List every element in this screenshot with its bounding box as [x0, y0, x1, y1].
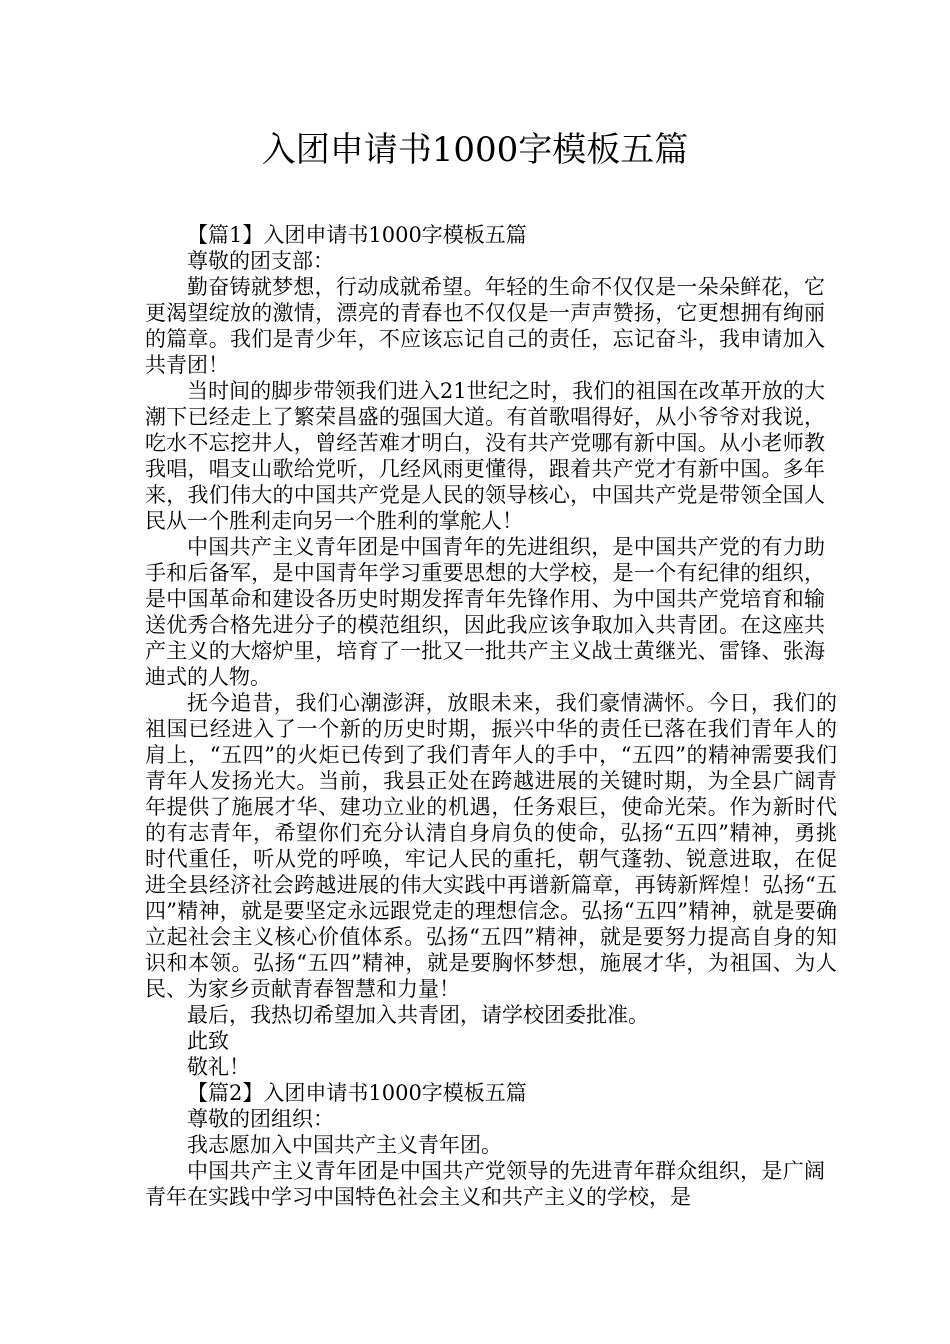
- section-1-heading: 【篇1】入团申请书1000字模板五篇: [187, 223, 527, 247]
- body-paragraph: 抚今追昔，我们心潮澎湃，放眼未来，我们豪情满怀。今日，我们的祖国已经进入了一个新的历史时期，振兴中华的责任已落在我们青年人的肩上，“五四”的火炬已传到了我们青年人的手中，“五四”的精神需要我们青年人发扬光大。当前，我县正处在跨越进展的关键时期，为全县广阔青年提供了施展才华、建功立业的机遇，任务艰巨，使命光荣。作为新时代的有志青年，希望你们充分认清自身肩负的使命，弘扬“五四”精神，勇挑时代重任，听从党的呼唤，牢记人民的重托，朝气蓬勃、锐意进取，在促进全县经济社会跨越进展的伟大实践中再谱新篇章，再铸新辉煌！弘扬“五四”精神，就是要坚定永远跟党走的理想信念。弘扬“五四”精神，就是要确立起社会主义核心价值体系。弘扬“五四”精神，就是要努力提高自身的知识和本领。弘扬“五四”精神，就是要胸怀梦想，施展才华，为祖国、为人民、为家乡贡献青春智慧和力量！: [145, 691, 837, 1001]
- body-paragraph: 中国共产主义青年团是中国青年的先进组织，是中国共产党的有力助手和后备军，是中国青年学习重要思想的大学校，是一个有纪律的组织，是中国革命和建设各历史时期发挥青年先锋作用、为中国共产党培育和输送优秀合格先进分子的模范组织，因此我应该争取加入共青团。在这座共产主义的大熔炉里，培育了一批又一批共产主义战士黄继光、雷锋、张海迪式的人物。: [145, 535, 825, 689]
- body-paragraph: 我志愿加入中国共产主义青年团。: [187, 1133, 502, 1157]
- salutation: 尊敬的团支部：: [187, 249, 334, 273]
- closing-paragraph: 最后，我热切希望加入共青团，请学校团委批准。: [187, 1003, 649, 1027]
- body-paragraph: 中国共产主义青年团是中国共产党领导的先进青年群众组织，是广阔青年在实践中学习中国特色社会主义和共产主义的学校，是: [145, 1159, 825, 1209]
- document-title: 入团申请书1000字模板五篇: [261, 130, 689, 170]
- closing-line: 敬礼！: [187, 1055, 250, 1079]
- section-2-heading: 【篇2】入团申请书1000字模板五篇: [187, 1081, 527, 1105]
- salutation: 尊敬的团组织：: [187, 1107, 334, 1131]
- body-paragraph: 当时间的脚步带领我们进入21世纪之时，我们的祖国在改革开放的大潮下已经走上了繁荣昌盛的强国大道。有首歌唱得好，从小爷爷对我说，吃水不忘挖井人，曾经苦难才明白，没有共产党哪有新中国。从小老师教我唱，唱支山歌给党听，几经风雨更懂得，跟着共产党才有新中国。多年来，我们伟大的中国共产党是人民的领导核心，中国共产党是带领全国人民从一个胜利走向另一个胜利的掌舵人！: [145, 379, 825, 533]
- body-paragraph: 勤奋铸就梦想，行动成就希望。年轻的生命不仅仅是一朵朵鲜花，它更渴望绽放的激情，漂亮的青春也不仅仅是一声声赞扬，它更想拥有绚丽的篇章。我们是青少年，不应该忘记自己的责任，忘记奋斗，我申请加入共青团！: [145, 275, 825, 377]
- document-body: [145, 222, 837, 1210]
- closing-line: 此致: [187, 1029, 229, 1053]
